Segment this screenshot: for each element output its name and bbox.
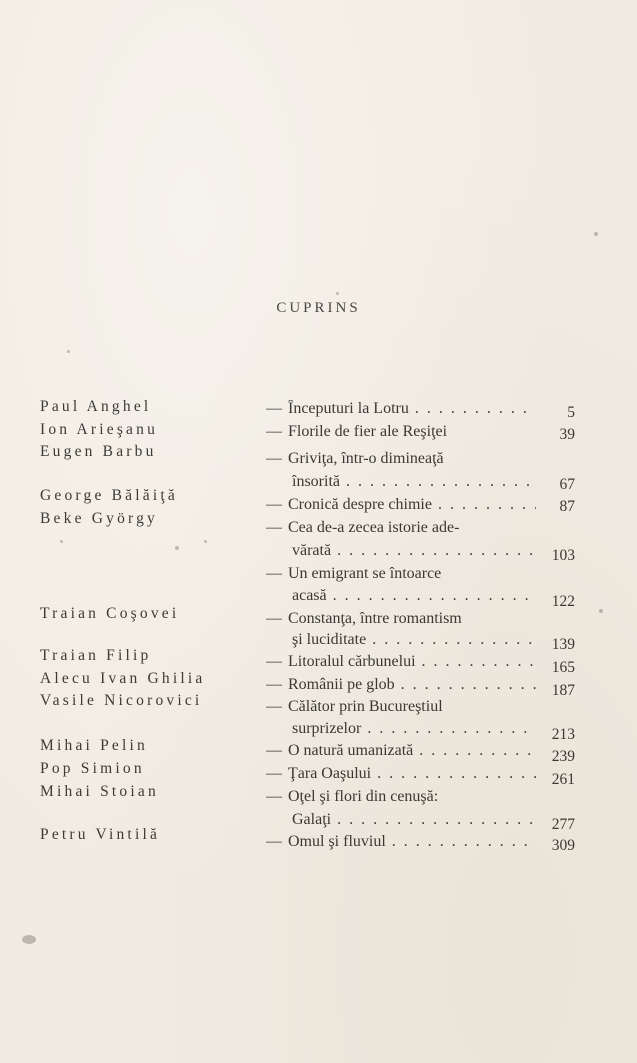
- work-title-line: Florile de fier ale Reşiţei: [288, 423, 448, 440]
- entry-dash: —: [266, 423, 282, 440]
- author-name: George Bălăiţă: [40, 487, 178, 504]
- entry-dash: —: [266, 833, 282, 850]
- entry-dash: —: [266, 565, 282, 582]
- author-name: Pop Simion: [40, 760, 145, 777]
- paper-speck: [175, 546, 179, 550]
- page-number: 187: [551, 682, 575, 699]
- author-name: Alecu Ivan Ghilia: [40, 670, 206, 687]
- work-title: [266, 788, 536, 806]
- paper-speck: [599, 609, 603, 613]
- page-number: 165: [551, 659, 575, 676]
- work-title-continuation: şi luciditate . . .: [292, 631, 536, 649]
- page-number: 261: [551, 771, 575, 788]
- entry-dash: —: [266, 765, 282, 782]
- entry-dash: —: [266, 653, 282, 670]
- page-number: 39: [559, 426, 575, 443]
- page-title: CUPRINS: [276, 300, 361, 316]
- author-name: Mihai Pelin: [40, 737, 148, 754]
- work-title: [266, 765, 536, 783]
- work-title-line: Un emigrant se întoarce: [288, 565, 442, 582]
- work-title-line: Cronică despre chimie: [288, 496, 432, 513]
- work-title-continuation: Galaţi . . .: [292, 811, 536, 829]
- work-title: [266, 610, 536, 628]
- entry-dash: —: [266, 742, 282, 759]
- work-title: [266, 519, 536, 537]
- entry-dash: —: [266, 450, 282, 467]
- work-title-line: Oţel şi flori din cenuşă:: [288, 788, 439, 805]
- author-name: Petru Vintilă: [40, 826, 161, 843]
- work-title-line: Constanţa, între romantism: [288, 610, 462, 627]
- entry-dash: —: [266, 698, 282, 715]
- work-title-line: Griviţa, într-o dimineaţă: [288, 450, 444, 467]
- page-number: 239: [551, 748, 575, 765]
- page-number: 103: [551, 547, 575, 564]
- work-title: [266, 676, 536, 694]
- work-title: [266, 565, 536, 583]
- paper-speck: [67, 350, 70, 353]
- work-title: [266, 423, 536, 441]
- work-title-line: Omul şi fluviul: [288, 833, 386, 850]
- work-title-continuation: surprizelor . . .: [292, 720, 536, 738]
- author-name: Paul Anghel: [40, 398, 152, 415]
- work-title-line: Cea de-a zecea istorie ade-: [288, 519, 460, 536]
- work-title-line: Ţara Oaşului: [288, 765, 372, 782]
- author-name: Eugen Barbu: [40, 443, 157, 460]
- paper-stain: [22, 935, 36, 944]
- work-title: [266, 496, 536, 514]
- work-title-line: Litoralul cărbunelui: [288, 653, 416, 670]
- work-title: [266, 833, 536, 851]
- page-number: 309: [551, 837, 575, 854]
- paper-speck: [594, 232, 598, 236]
- author-name: Beke György: [40, 510, 158, 527]
- entry-dash: —: [266, 676, 282, 693]
- entry-dash: —: [266, 788, 282, 805]
- entry-dash: —: [266, 519, 282, 536]
- work-title: [266, 653, 536, 671]
- work-title-line: O natură umanizată: [288, 742, 414, 759]
- page-number: 5: [567, 404, 575, 421]
- paper-speck: [204, 540, 207, 543]
- author-name: Mihai Stoian: [40, 783, 159, 800]
- page-number: 67: [559, 476, 575, 493]
- author-name: Traian Filip: [40, 647, 152, 664]
- work-title-line: Românii pe glob: [288, 676, 395, 693]
- page-number: 139: [551, 636, 575, 653]
- paper-speck: [60, 540, 63, 543]
- work-title: [266, 400, 536, 418]
- work-title-line: Călător prin Bucureştiul: [288, 698, 443, 715]
- entry-dash: —: [266, 400, 282, 417]
- work-title: [266, 698, 536, 716]
- author-name: Vasile Nicorovici: [40, 692, 203, 709]
- work-title: [266, 742, 536, 760]
- page-number: 213: [551, 726, 575, 743]
- entry-dash: —: [266, 496, 282, 513]
- page-number: 122: [551, 593, 575, 610]
- page-number: 277: [551, 816, 575, 833]
- author-name: Ion Arieşanu: [40, 421, 159, 438]
- work-title-continuation: vărată . . .: [292, 542, 536, 560]
- work-title-continuation: însorită . . .: [292, 473, 536, 491]
- paper-speck: [336, 292, 339, 295]
- page-number: 87: [559, 498, 575, 515]
- work-title-continuation: acasă . . .: [292, 587, 536, 605]
- work-title: [266, 450, 536, 468]
- author-name: Traian Coşovei: [40, 605, 180, 622]
- work-title-line: Începuturi la Lotru: [288, 400, 409, 417]
- entry-dash: —: [266, 610, 282, 627]
